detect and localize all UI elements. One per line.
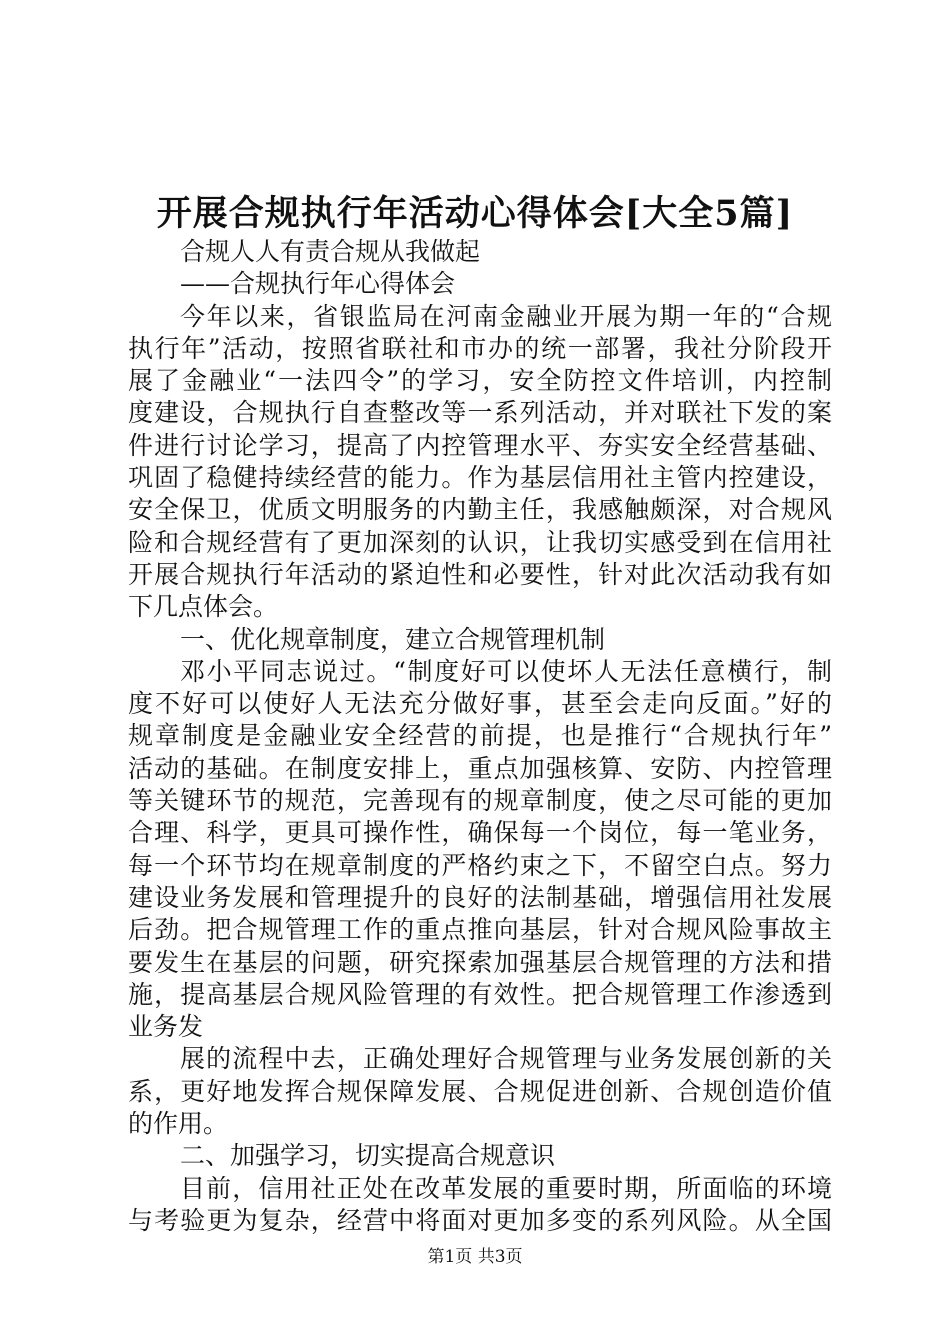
text-line: 展了金融业“一法四令”的学习，安全防控文件培训，内控制	[128, 366, 832, 396]
text-line: 要发生在基层的问题，研究探索加强基层合规管理的方法和措	[128, 947, 832, 977]
text-line: 执行年”活动，按照省联社和市办的统一部署，我社分阶段开	[128, 333, 832, 363]
text-line: 后劲。把合规管理工作的重点推向基层，针对合规风险事故主	[128, 915, 832, 945]
text-line: 等关键环节的规范，完善现有的规章制度，使之尽可能的更加	[128, 786, 832, 816]
text-line: 的作用。	[128, 1109, 229, 1139]
document-title: 开展合规执行年活动心得体会[大全5篇]	[156, 193, 794, 234]
text-line: 邓小平同志说过。“制度好可以使坏人无法任意横行，制	[180, 656, 832, 686]
text-line: 规章制度是金融业安全经营的前提，也是推行“合规执行年”	[128, 721, 832, 751]
text-line: 件进行讨论学习，提高了内控管理水平、夯实安全经营基础、	[128, 430, 832, 460]
text-line: 目前，信用社正处在改革发展的重要时期，所面临的环境	[180, 1173, 832, 1203]
text-line: 施，提高基层合规风险管理的有效性。把合规管理工作渗透到	[128, 979, 832, 1009]
text-line: 开展合规执行年活动的紧迫性和必要性，针对此次活动我有如	[128, 559, 832, 589]
text-line: 险和合规经营有了更加深刻的认识，让我切实感受到在信用社	[128, 527, 832, 557]
text-line: 今年以来，省银监局在河南金融业开展为期一年的“合规	[180, 301, 832, 331]
document-body	[128, 236, 832, 1237]
text-line: 二、加强学习，切实提高合规意识	[180, 1141, 556, 1171]
text-line: 业务发	[128, 1012, 204, 1042]
text-line: 与考验更为复杂，经营中将面对更加多变的系列风险。从全国	[128, 1205, 832, 1235]
text-line: 一、优化规章制度，建立合规管理机制	[180, 624, 606, 654]
text-line: 安全保卫，优质文明服务的内勤主任，我感触颇深，对合规风	[128, 495, 832, 525]
text-line: 建设业务发展和管理提升的良好的法制基础，增强信用社发展	[128, 882, 832, 912]
text-line: 展的流程中去，正确处理好合规管理与业务发展创新的关	[180, 1044, 832, 1074]
text-line: 活动的基础。在制度安排上，重点加强核算、安防、内控管理	[128, 753, 832, 783]
text-line: 度建设，合规执行自查整改等一系列活动，并对联社下发的案	[128, 398, 832, 428]
text-line: 每一个环节均在规章制度的严格约束之下，不留空白点。努力	[128, 850, 832, 880]
text-line: 合规人人有责合规从我做起	[180, 237, 481, 266]
text-line: ——合规执行年心得体会	[180, 269, 456, 299]
text-line: 度不好可以使好人无法充分做好事，甚至会走向反面。”好的	[128, 689, 832, 719]
page-footer: 第1页 共3页	[427, 1247, 523, 1267]
text-line: 下几点体会。	[128, 592, 279, 622]
text-line: 合理、科学，更具可操作性，确保每一个岗位，每一笔业务，	[128, 818, 832, 848]
text-line: 巩固了稳健持续经营的能力。作为基层信用社主管内控建设，	[128, 463, 832, 493]
text-line: 系，更好地发挥合规保障发展、合规促进创新、合规创造价值	[128, 1076, 832, 1106]
